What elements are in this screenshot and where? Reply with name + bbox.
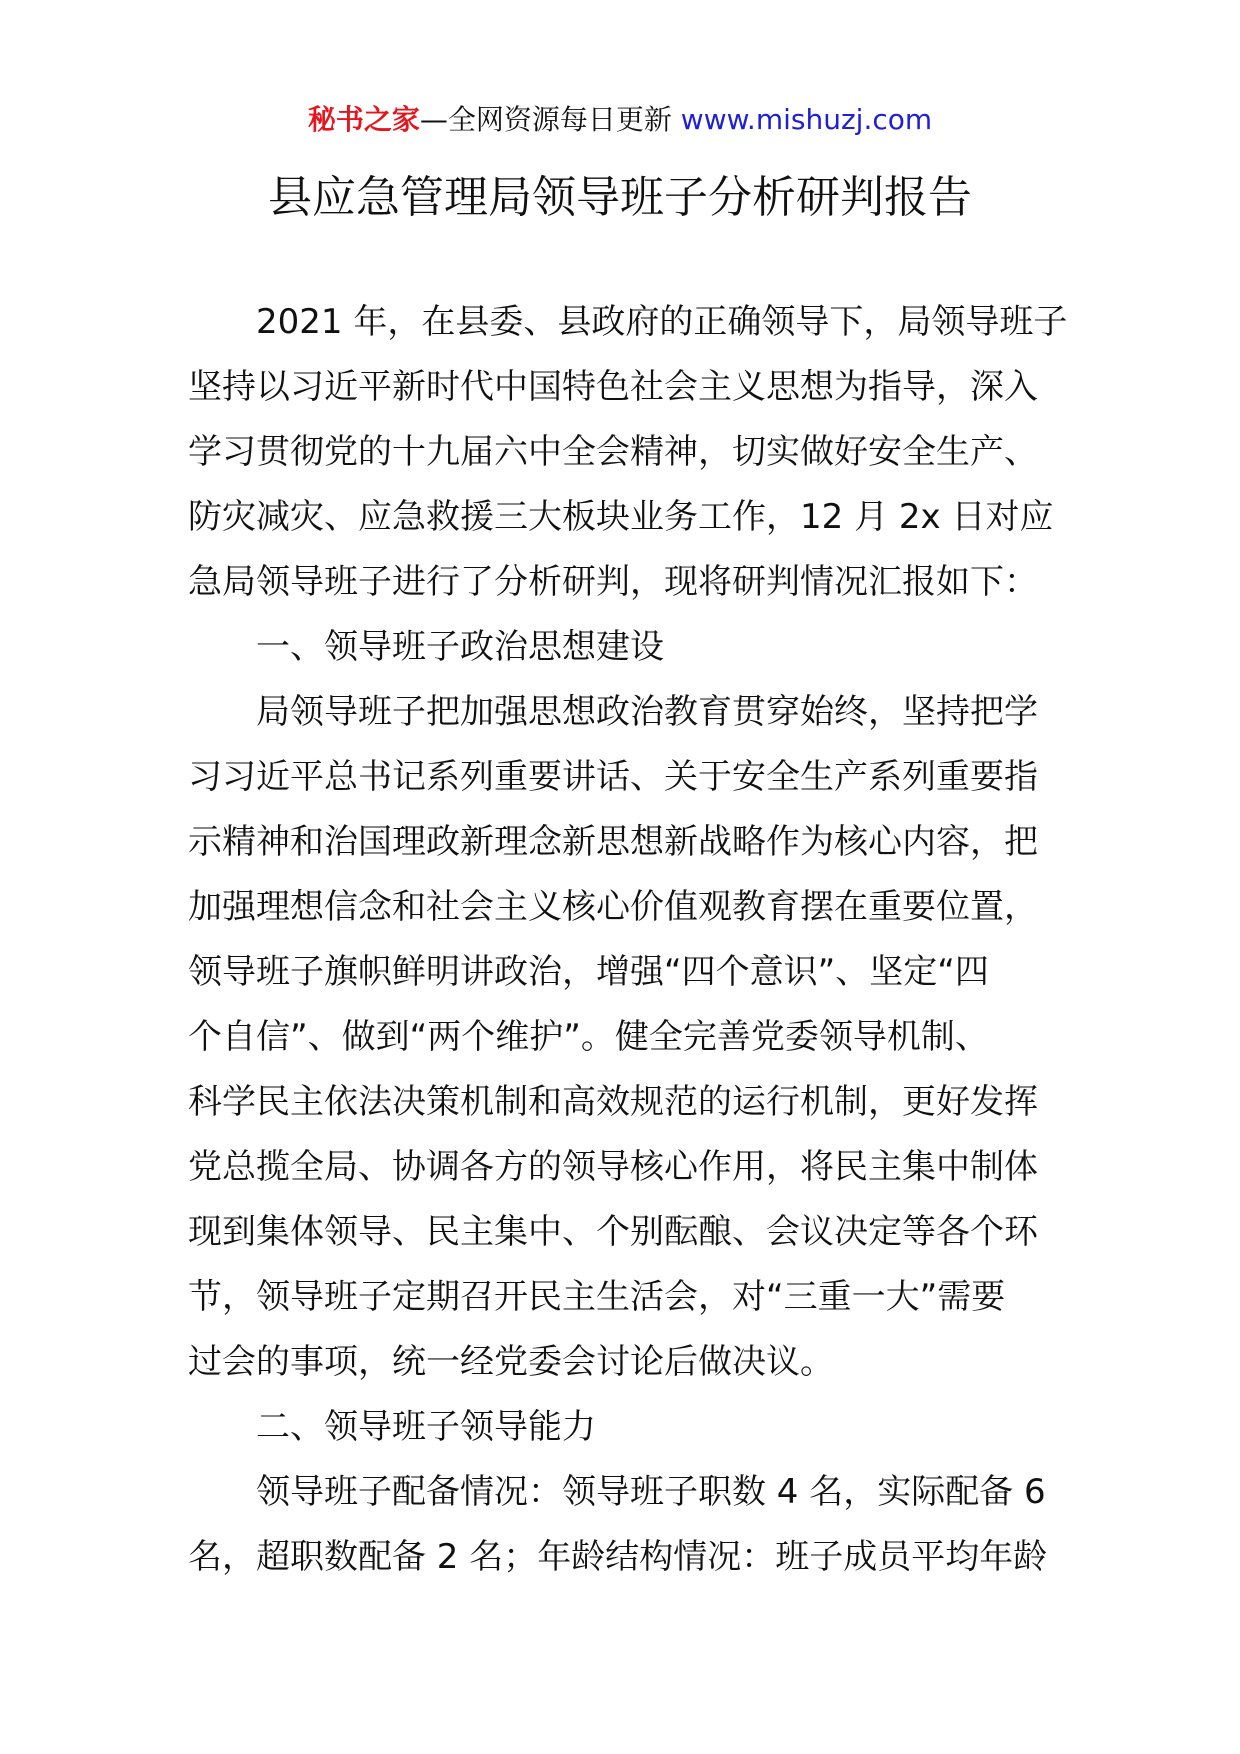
paragraph-line: 科学民主依法决策机制和高效规范的运行机制，更好发挥 [188,1082,1038,1122]
paragraph-line: 坚持以习近平新时代中国特色社会主义思想为指导，深入 [188,367,1038,407]
paragraph-line: 党总揽全局、协调各方的领导核心作用，将民主集中制体 [188,1147,1038,1187]
paragraph-line: 现到集体领导、民主集中、个别酝酿、会议决定等各个环 [188,1212,1038,1252]
paragraph-line: 习习近平总书记系列重要讲话、关于安全生产系列重要指 [188,757,1038,797]
brand-name: 秘书之家 [307,103,420,136]
paragraph-line: 节，领导班子定期召开民主生活会，对“三重一大”需要 [188,1277,1006,1317]
header-slogan: —全网资源每日更新 [419,103,672,136]
section-heading: 一、领导班子政治思想建设 [256,627,664,667]
paragraph-line: 加强理想信念和社会主义核心价值观教育摆在重要位置， [188,887,1038,927]
paragraph-line: 防灾减灾、应急救援三大板块业务工作，12 月 2x 日对应 [188,497,1054,537]
document-body [188,290,1068,1590]
paragraph-line: 学习贯彻党的十九届六中全会精神，切实做好安全生产、 [188,432,1038,472]
site-header [0,100,1240,140]
section-heading: 二、领导班子领导能力 [256,1407,596,1447]
paragraph-line: 个自信”、做到“两个维护”。健全完善党委领导机制、 [188,1017,989,1057]
paragraph-line: 2021 年，在县委、县政府的正确领导下，局领导班子 [256,302,1068,342]
document-title: 县应急管理局领导班子分析研判报告 [268,172,972,223]
paragraph-line: 领导班子旗帜鲜明讲政治，增强“四个意识”、坚定“四 [188,952,989,992]
paragraph-line: 急局领导班子进行了分析研判，现将研判情况汇报如下： [188,562,1038,602]
paragraph-line: 名，超职数配备 2 名；年龄结构情况：班子成员平均年龄 [188,1537,1048,1577]
paragraph-line: 示精神和治国理政新理念新思想新战略作为核心内容，把 [188,822,1038,862]
site-url-link[interactable]: www.mishuzj.com [680,103,933,136]
paragraph-line: 领导班子配备情况：领导班子职数 4 名，实际配备 6 [256,1472,1046,1512]
paragraph-line: 局领导班子把加强思想政治教育贯穿始终，坚持把学 [256,692,1038,732]
paragraph-line: 过会的事项，统一经党委会讨论后做决议。 [188,1342,834,1382]
